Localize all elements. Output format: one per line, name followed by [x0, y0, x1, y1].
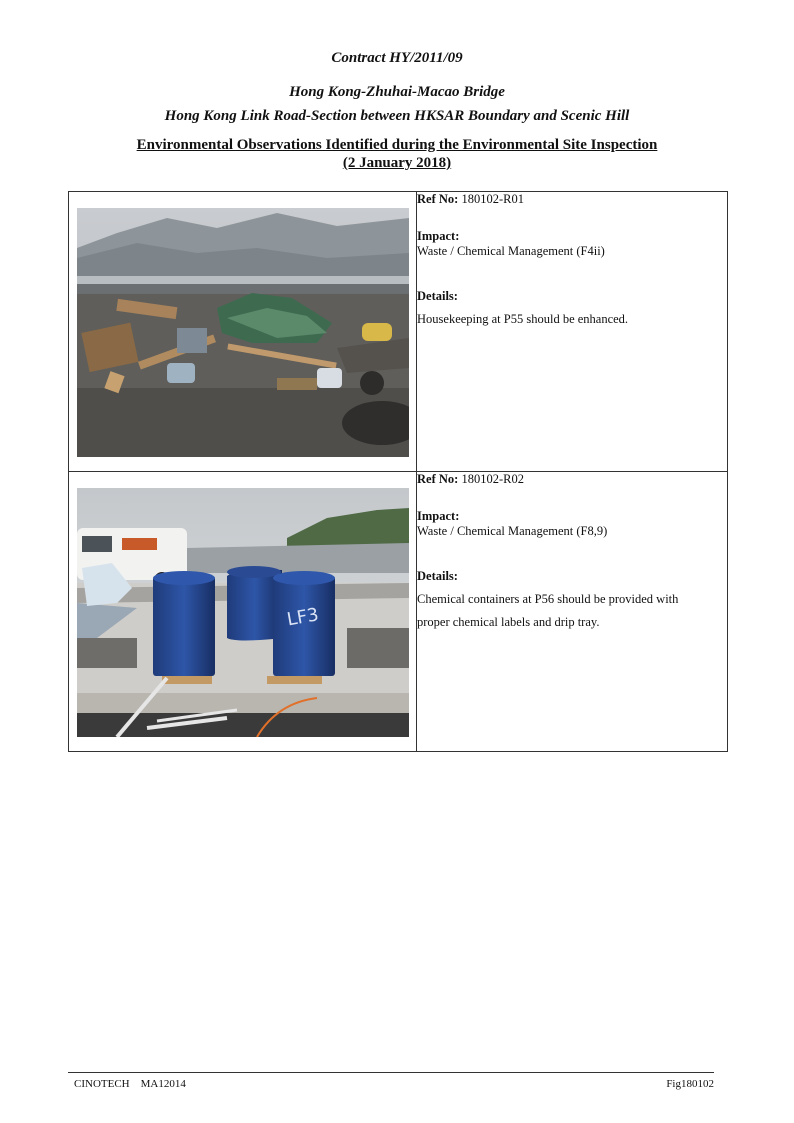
photo-cell	[69, 472, 417, 752]
footer-figure-number: Fig180102	[666, 1078, 714, 1090]
table-row	[69, 472, 728, 752]
ref-no-value: 180102-R02	[461, 472, 524, 486]
details-value-line2: proper chemical labels and drip tray.	[417, 615, 600, 629]
contract-number: Contract HY/2011/09	[331, 50, 463, 66]
impact-value: Waste / Chemical Management (F8,9)	[417, 524, 608, 538]
impact-label: Impact:	[417, 509, 460, 523]
svg-text:LF3: LF3	[285, 604, 321, 631]
table-row	[69, 192, 728, 472]
document-heading: Environmental Observations Identified during the Environmental Site Inspection	[136, 137, 658, 153]
inspection-date: (2 January 2018)	[342, 155, 452, 171]
ref-no-value: 180102-R01	[461, 192, 524, 206]
photo-cell	[69, 192, 417, 472]
observations-table	[68, 191, 728, 752]
impact-label: Impact:	[417, 229, 460, 243]
footer-divider	[68, 1072, 714, 1073]
details-value-line1: Chemical containers at P56 should be provided with	[417, 592, 679, 606]
ref-no-line	[417, 192, 727, 207]
details-label: Details:	[417, 289, 458, 303]
impact-value: Waste / Chemical Management (F4ii)	[417, 244, 605, 258]
site-photo-debris	[77, 208, 409, 457]
project-title: Hong Kong-Zhuhai-Macao Bridge	[289, 84, 505, 100]
footer-company: CINOTECH MA12014	[74, 1078, 186, 1090]
observation-details-1	[417, 192, 728, 472]
details-value: Housekeeping at P55 should be enhanced.	[417, 312, 629, 326]
details-label: Details:	[417, 569, 458, 583]
project-subtitle: Hong Kong Link Road-Section between HKSAR Boundary and Scenic Hill	[164, 108, 630, 124]
ref-no-label: Ref No:	[417, 192, 459, 206]
site-photo-drums	[77, 488, 409, 737]
ref-no-label: Ref No:	[417, 472, 459, 486]
ref-no-line	[417, 472, 727, 487]
observation-details-2	[417, 472, 728, 752]
